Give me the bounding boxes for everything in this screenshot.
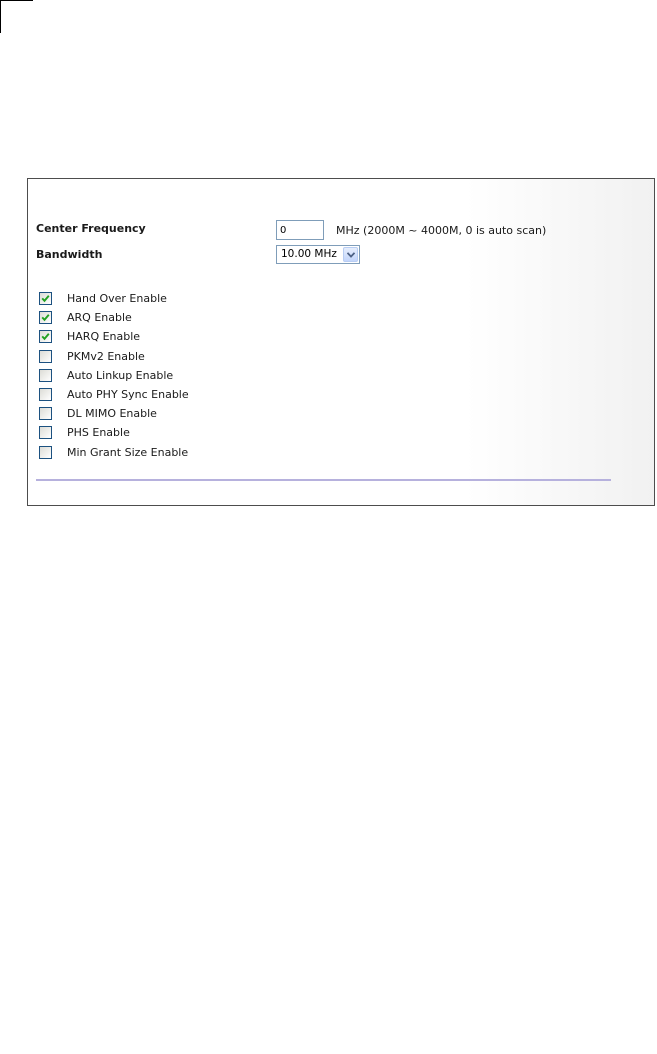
- settings-panel: [27, 178, 655, 506]
- option-label: ARQ Enable: [67, 311, 132, 325]
- crop-mark: [0, 0, 33, 1]
- option-label: Hand Over Enable: [67, 292, 167, 305]
- bandwidth-select[interactable]: [276, 245, 360, 264]
- option-checkbox[interactable]: [39, 350, 52, 363]
- option-checkbox[interactable]: [39, 311, 52, 324]
- option-label: PHS Enable: [67, 426, 130, 440]
- dropdown-arrow-button[interactable]: [343, 247, 358, 262]
- option-checkbox[interactable]: [39, 369, 52, 382]
- settings-form: [36, 187, 611, 493]
- chevron-down-icon: [347, 252, 355, 258]
- checkmark-icon: [41, 294, 50, 303]
- option-label: DL MIMO Enable: [67, 407, 157, 421]
- crop-mark: [0, 0, 1, 33]
- option-checkbox[interactable]: [39, 446, 52, 459]
- option-label: Min Grant Size Enable: [67, 445, 189, 459]
- center-frequency-input[interactable]: [276, 220, 324, 240]
- option-checkbox[interactable]: [39, 426, 52, 439]
- bandwidth-selected-value: 10.00 MHz: [281, 248, 337, 260]
- bandwidth-label: Bandwidth: [36, 248, 103, 261]
- option-label: HARQ Enable: [67, 330, 141, 344]
- option-checkbox[interactable]: [39, 388, 52, 401]
- option-checkbox[interactable]: [39, 407, 52, 420]
- option-checkbox[interactable]: [39, 292, 52, 305]
- checkmark-icon: [41, 332, 50, 341]
- option-label: Auto Linkup Enable: [67, 368, 174, 382]
- center-frequency-unit-hint: MHz (2000M ~ 4000M, 0 is auto scan): [336, 224, 547, 237]
- option-label: PKMv2 Enable: [67, 349, 145, 363]
- option-checkbox[interactable]: [39, 330, 52, 343]
- checkmark-icon: [41, 313, 50, 322]
- center-frequency-label: Center Frequency: [36, 222, 146, 235]
- option-label: Auto PHY Sync Enable: [67, 388, 189, 401]
- divider: [36, 479, 611, 481]
